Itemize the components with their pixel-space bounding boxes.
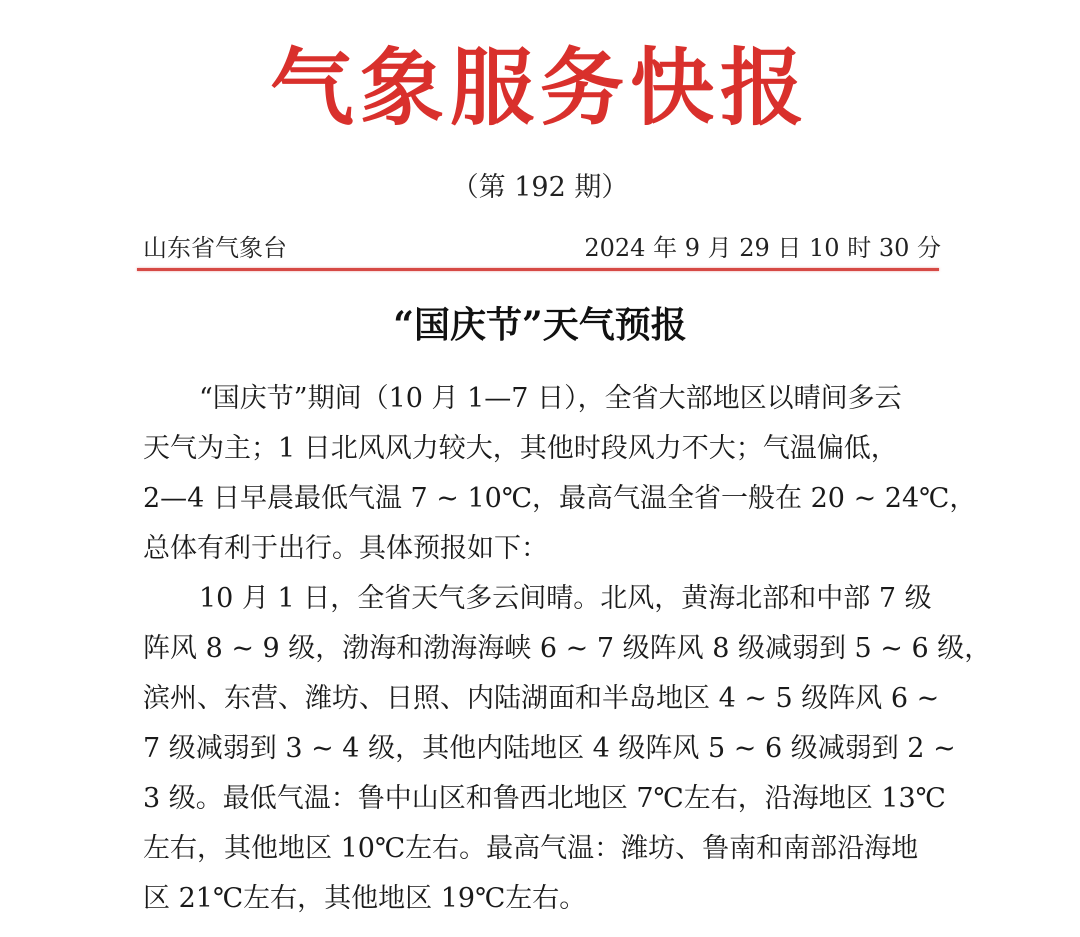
document-title: “国庆节”天气预报 (393, 304, 687, 346)
body-line: 3 级。最低气温：鲁中山区和鲁西北地区 7℃左右，沿海地区 13℃ (143, 783, 946, 814)
paragraph-overview (143, 374, 977, 574)
body-line: 10 月 1 日，全省天气多云间晴。北风，黄海北部和中部 7 级 (199, 583, 932, 614)
body-line: 2—4 日早晨最低气温 7 ~ 10℃，最高气温全省一般在 20 ~ 24℃， (143, 483, 977, 514)
body-line: 区 21℃左右，其他地区 19℃左右。 (143, 883, 587, 914)
issue-datetime: 2024 年 9 月 29 日 10 时 30 分 (584, 233, 941, 262)
body-line: 左右，其他地区 10℃左右。最高气温：潍坊、鲁南和南部沿海地 (143, 833, 919, 864)
masthead-title: 气象服务快报 (269, 38, 810, 137)
paragraph-oct-1 (143, 574, 992, 924)
red-divider-rule (137, 268, 939, 271)
issuer-name: 山东省气象台 (143, 233, 287, 262)
body-line: 7 级减弱到 3 ~ 4 级，其他内陆地区 4 级阵风 5 ~ 6 级减弱到 2 ~ (143, 733, 956, 764)
meta-row (143, 225, 941, 265)
body-line: “国庆节”期间（10 月 1—7 日），全省大部地区以晴间多云 (199, 383, 902, 414)
issue-number: （第 192 期） (451, 172, 629, 203)
body-line: 总体有利于出行。具体预报如下： (143, 533, 548, 564)
body-line: 阵风 8 ~ 9 级，渤海和渤海海峡 6 ~ 7 级阵风 8 级减弱到 5 ~ 6 级， (143, 633, 992, 664)
body-line: 滨州、东营、潍坊、日照、内陆湖面和半岛地区 4 ~ 5 级阵风 6 ~ (143, 683, 940, 714)
body-line: 天气为主；1 日北风风力较大，其他时段风力不大；气温偏低， (143, 433, 898, 464)
document-body (143, 374, 992, 924)
